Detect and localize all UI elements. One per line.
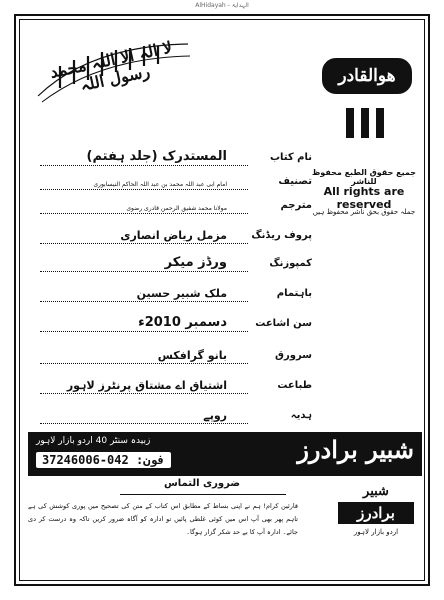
detail-label: مترجم (280, 200, 312, 211)
appeal-title: ضروری التماس (163, 478, 241, 489)
detail-rule (40, 331, 248, 332)
detail-rule (40, 393, 248, 394)
detail-value: مزمل ریاض انصاری (117, 229, 230, 242)
detail-rule (40, 301, 248, 302)
detail-rule (40, 165, 248, 166)
detail-rule (40, 423, 248, 424)
rights-note: جملہ حقوق بحق ناشر محفوظ ہیں (312, 208, 416, 216)
appeal-divider (120, 494, 286, 495)
detail-value: روپے (200, 409, 230, 422)
detail-row (40, 350, 312, 366)
detail-value: المستدرک (جلد ہفتم) (84, 149, 231, 164)
logo-top-text: شبیر (363, 484, 389, 499)
detail-label: تصنیف (278, 176, 312, 187)
detail-rule (40, 213, 248, 214)
publisher-logo (330, 480, 422, 540)
detail-label: ہدیہ (290, 410, 312, 421)
rights-urdu: جمیع حقوق الطبع محفوظ للناشر (312, 168, 416, 186)
publisher-mark-icon (342, 108, 388, 138)
detail-label: سن اشاعت (255, 318, 312, 329)
detail-rule (40, 363, 248, 364)
publisher-address: زبیدہ سنٹر 40 اردو بازار لاہور (36, 436, 151, 446)
detail-value: امام ابی عبد اللہ محمد بن عبد اللہ الحاکم النیسابوری (90, 181, 230, 188)
detail-rule (40, 271, 248, 272)
detail-row (40, 230, 312, 246)
detail-rule (40, 189, 248, 190)
logo-sub-text: اردو بازار لاہور (353, 528, 399, 536)
detail-label: باہتمام (276, 288, 312, 299)
page-header-mark: AlHidayah - الہدایۃ (195, 2, 249, 9)
detail-value: اشتیاق اے مشتاق پرنٹرز لاہور (64, 379, 230, 392)
logo-main-text: برادرز (338, 502, 414, 524)
detail-label: کمپوزنگ (269, 258, 312, 269)
detail-value: بانو گرافکس (155, 349, 230, 362)
rights-english: All rights are reserved (323, 185, 405, 211)
calligraphy-text: لا الہ الا اللہ محمد رسول اللہ (48, 37, 174, 95)
detail-rule (40, 243, 248, 244)
publisher-phone: فون: 042-37246006 (36, 452, 171, 468)
publisher-banner (28, 432, 422, 476)
detail-row (40, 380, 312, 396)
detail-label: سرورق (275, 350, 312, 361)
appeal-text: قارئین کرام! ہم نے اپنی بساط کے مطابق اس کتاب کے متن کی تصحیح میں پوری کوشش کی ہے تاہم پھر بھی آپ اس میں کوئی غلطی پائیں تو ادارہ کو آگاہ ضرور کریں تاکہ وہ درست کر دی جائے۔ ادارہ آپ کا بے حد شکر گزار ہوگا۔ (28, 502, 298, 536)
detail-value: ورڈز میکر (162, 255, 230, 270)
detail-label: طباعت (277, 380, 312, 391)
detail-label: نام کتاب (269, 152, 312, 163)
detail-row (40, 288, 312, 304)
detail-label: پروف ریڈنگ (251, 230, 312, 241)
detail-row (40, 176, 312, 192)
header-badge: ھوالقادر (322, 58, 412, 94)
detail-row (40, 255, 312, 274)
detail-value: ملک شبیر حسین (134, 287, 230, 300)
publisher-name: شبیر برادرز (297, 435, 414, 464)
detail-value: دسمبر 2010ء (135, 315, 230, 330)
detail-row (40, 149, 312, 168)
detail-row (40, 410, 312, 426)
detail-row (40, 315, 312, 334)
detail-row (40, 200, 312, 216)
detail-value: مولانا محمد شفیق الرحمن قادری رضوی (123, 205, 230, 212)
